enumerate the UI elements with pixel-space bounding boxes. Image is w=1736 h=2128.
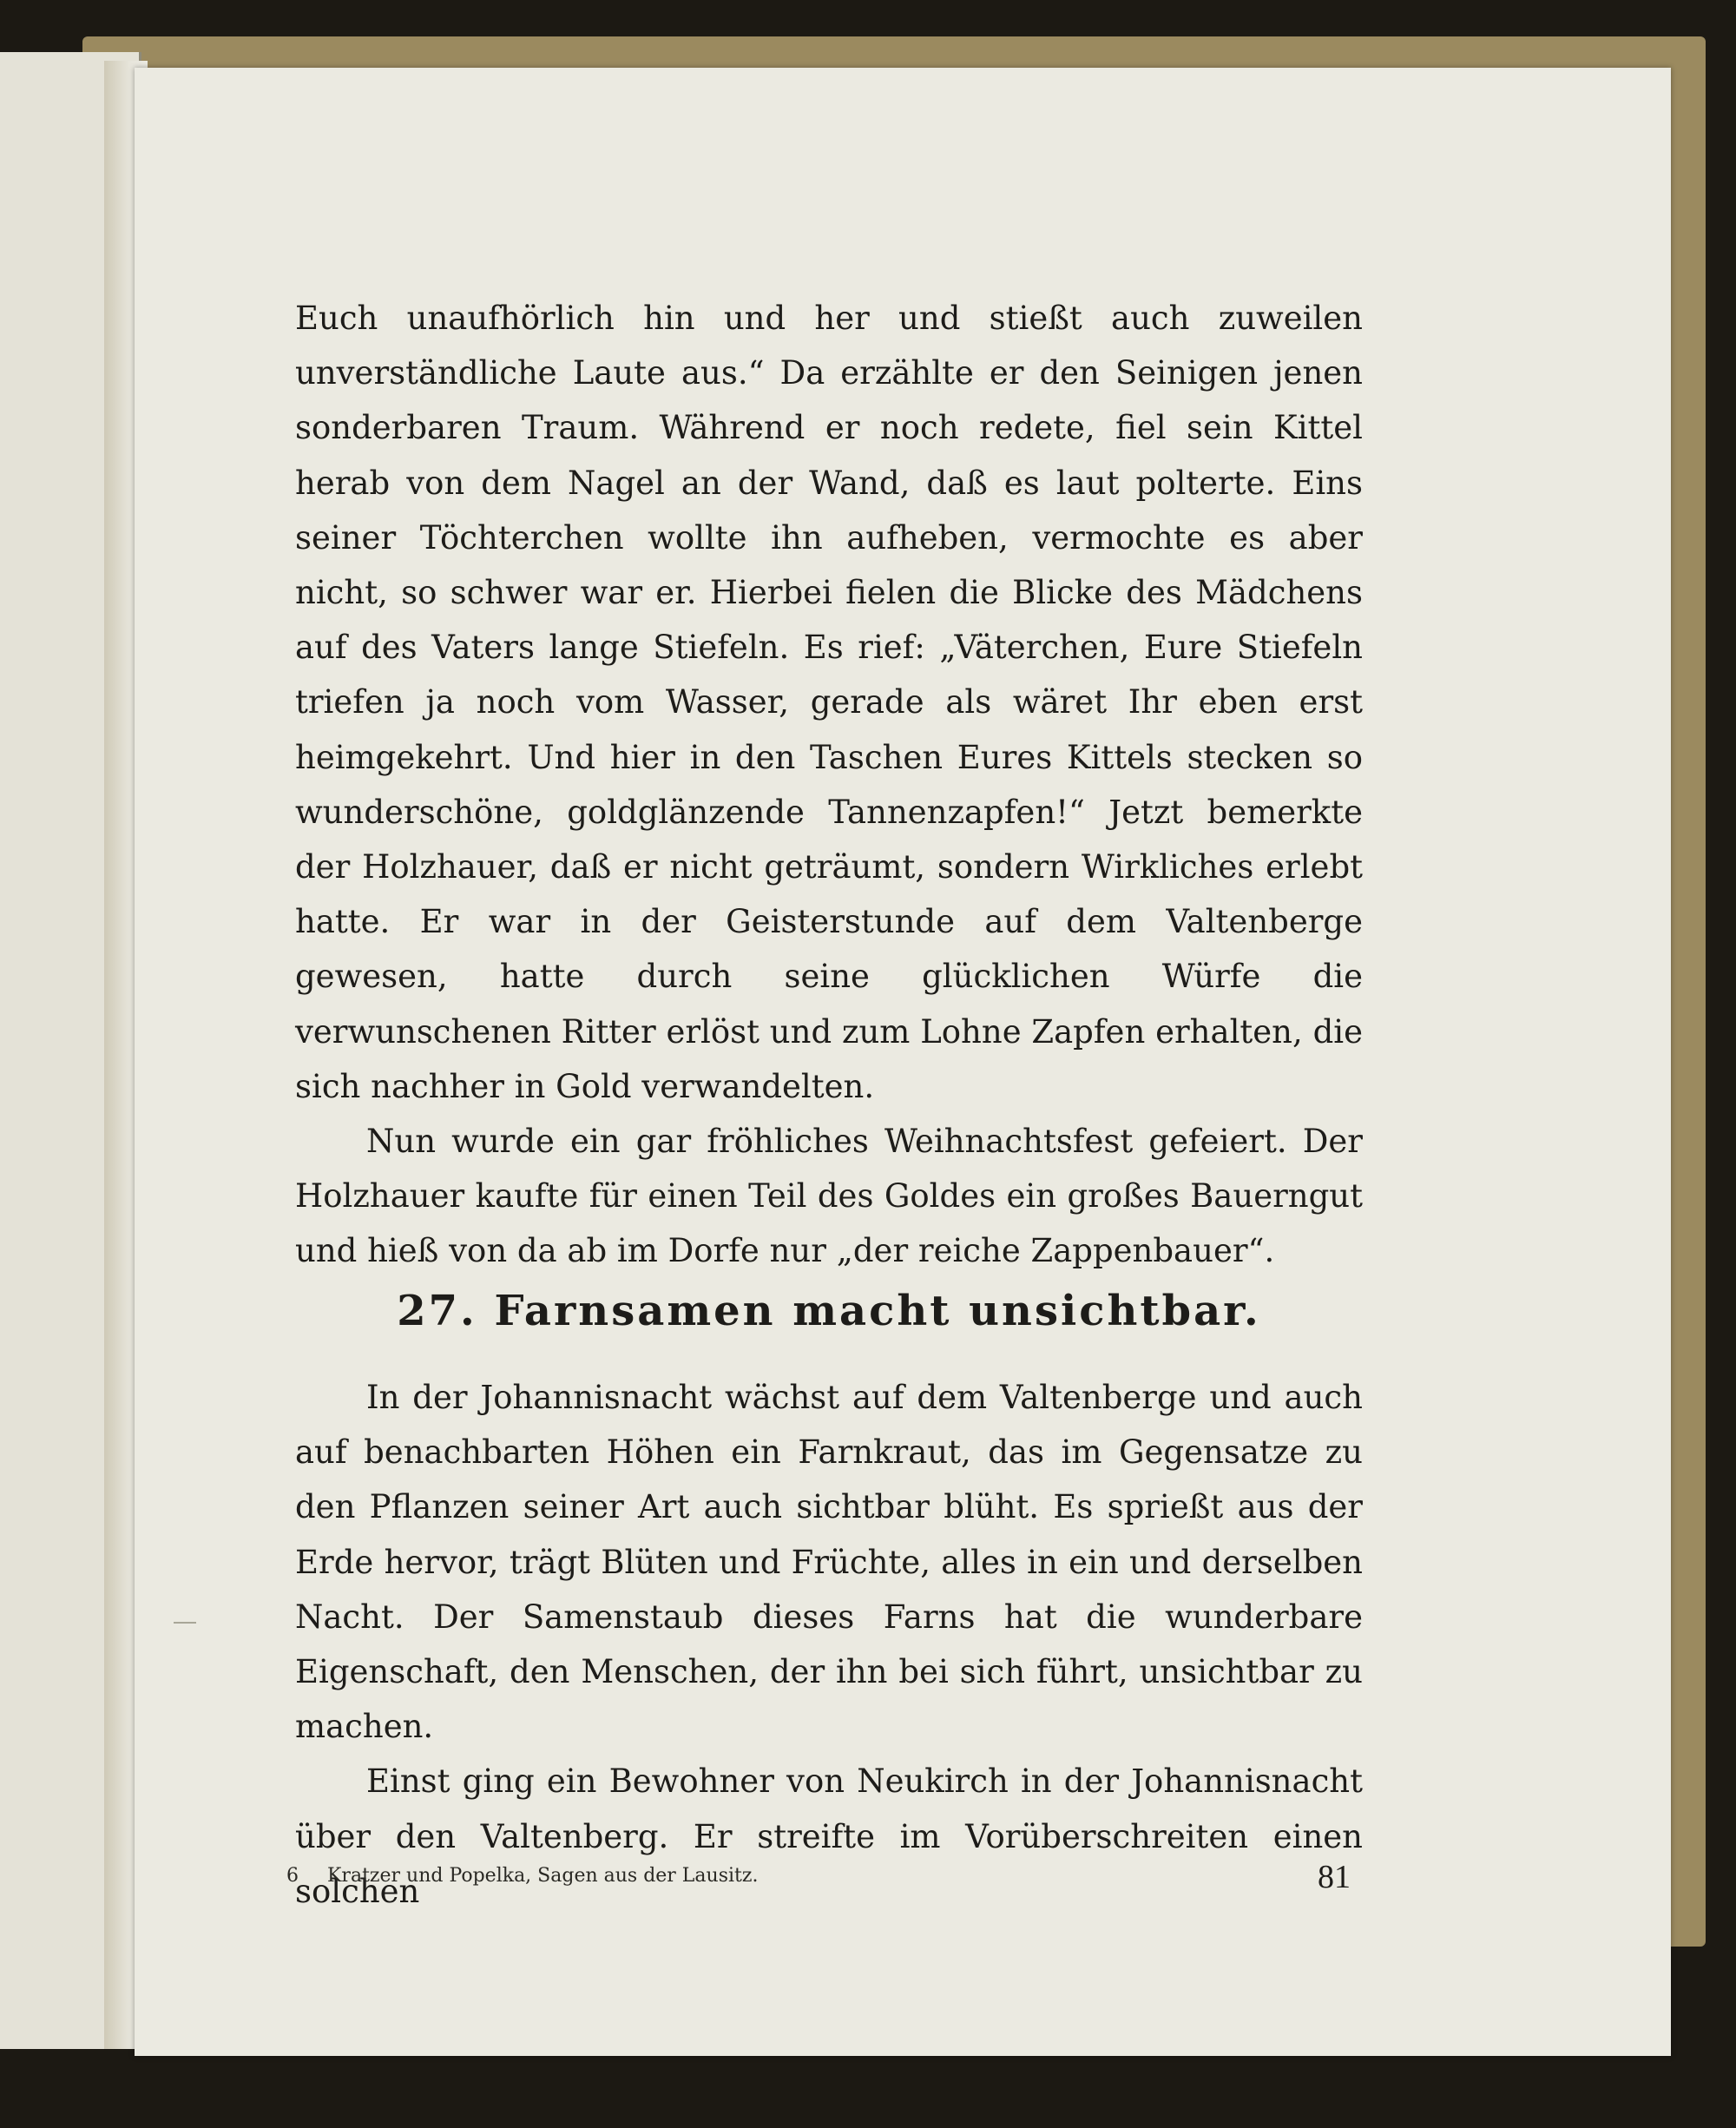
previous-tale-text (295, 291, 1363, 1279)
signature-line (286, 1865, 758, 1887)
signature-number: 6 (286, 1865, 299, 1887)
section-text (295, 1370, 1363, 1919)
signature-text: Kratzer und Popelka, Sagen aus der Lausitz. (327, 1865, 759, 1887)
section-title: 27. Farnsamen macht unsichtbar. (397, 1287, 1261, 1335)
paragraph: In der Johannisnacht wächst auf dem Valtenberge und auch auf benachbarten Höhen ein Farnkraut, das im Gegensatze zu den Pflanzen seiner Art auch sichtbar blüht. Es sprießt aus der Erde hervor, trägt Blüten und Früchte, alles in ein und derselben Nacht. Der Samenstaub dieses Farns hat die wunderbare Eigenschaft, den Menschen, der ihn bei sich führt, unsichtbar zu machen. (295, 1379, 1363, 1746)
paragraph: Euch unaufhörlich hin und her und stießt auch zuweilen unverständliche Laute aus.“ Da erzählte er den Seinigen jenen sonderbaren Traum. Während er noch redete, fiel sein Kittel herab von dem Nagel an der Wand, daß es laut polterte. Eins seiner Töchterchen wollte ihn aufheben, vermochte es aber nicht, so schwer war er. Hierbei fielen die Blicke des Mädchens auf des Vaters lange Stiefeln. Es rief: „Väterchen, Eure Stiefeln triefen ja noch vom Wasser, gerade als wäret Ihr eben erst heimgekehrt. Und hier in den Taschen Eures Kittels stecken so wunderschöne, goldglänzende Tannenzapfen!“ Jetzt bemerkte der Holzhauer, daß er nicht geträumt, sondern Wirkliches erlebt hatte. Er war in der Geisterstunde auf dem Valtenberge gewesen, hatte durch seine glücklichen Würfe die verwunschenen Ritter erlöst und zum Lohne Zapfen erhalten, die sich nachher in Gold verwandelten. (295, 300, 1363, 1105)
paragraph: Einst ging ein Bewohner von Neukirch in der Johannisnacht über den Valtenberg. Er streifte im Vorüberschreiten einen solchen (295, 1762, 1363, 1910)
page-number: 81 (1318, 1859, 1351, 1895)
paragraph: Nun wurde ein gar fröhliches Weihnachtsfest gefeiert. Der Holzhauer kaufte für einen Teil des Goldes ein großes Bauerngut und hieß von da ab im Dorfe nur „der reiche Zappenbauer“. (295, 1123, 1363, 1270)
page-mark (174, 1622, 196, 1624)
